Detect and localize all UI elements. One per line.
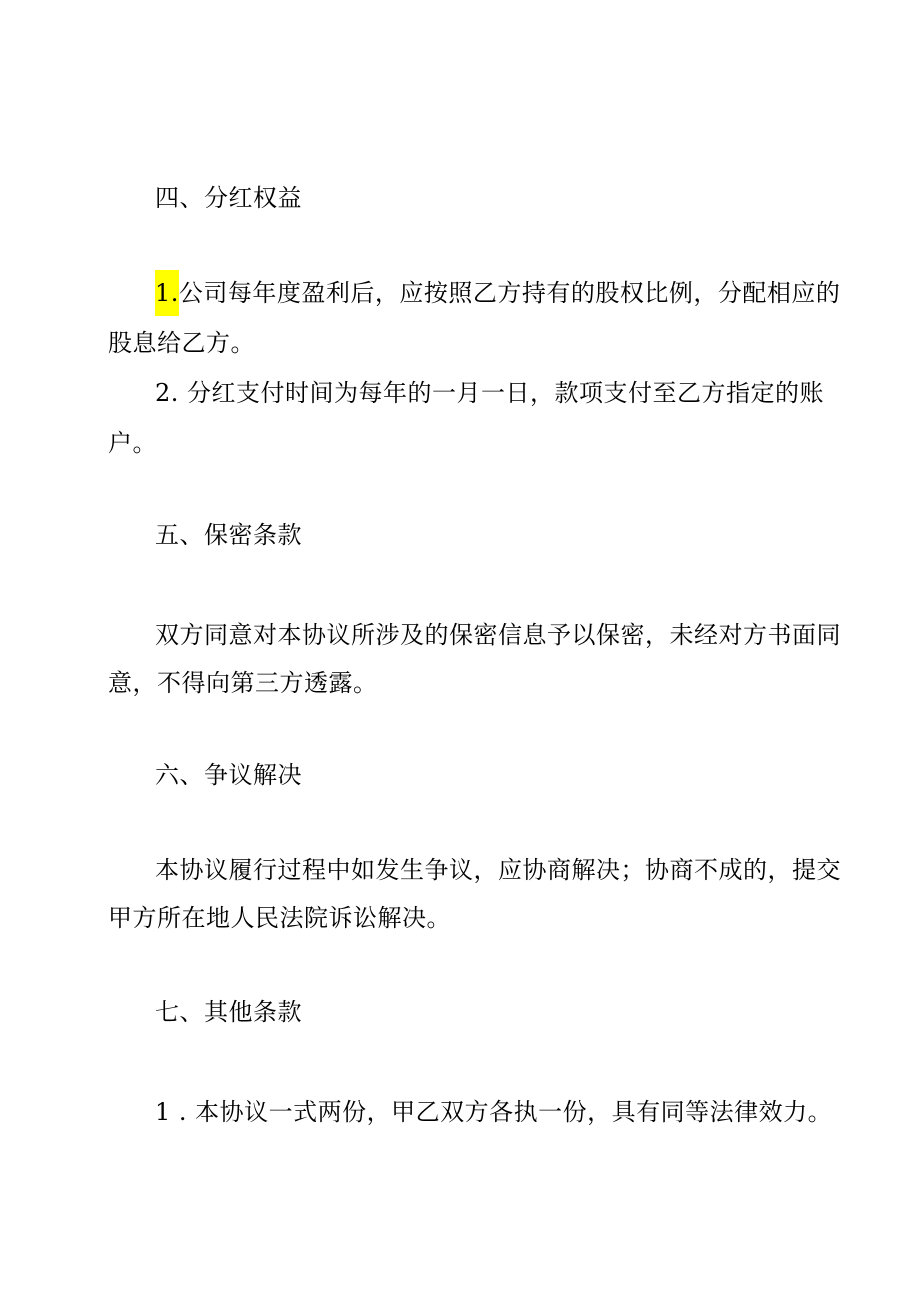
section-heading-dividend-rights: 四、分红权益 — [155, 184, 302, 212]
section-heading-dispute-resolution: 六、争议解决 — [155, 761, 302, 789]
clause-4-1-line-2: 股息给乙方。 — [108, 329, 255, 357]
clause-4-2-line-1 — [155, 378, 824, 408]
clause-4-2-text: 分红支付时间为每年的一月一日，款项支付至乙方指定的账 — [187, 379, 825, 407]
section-heading-other-terms: 七、其他条款 — [155, 998, 302, 1026]
dispute-paragraph-line-1: 本协议履行过程中如发生争议，应协商解决；协商不成的，提交 — [155, 856, 841, 884]
section-heading-confidentiality: 五、保密条款 — [155, 521, 302, 549]
clause-4-2-line-2: 户。 — [108, 429, 157, 457]
confidentiality-paragraph-line-1: 双方同意对本协议所涉及的保密信息予以保密，未经对方书面同 — [155, 621, 841, 649]
clause-4-1-text: 公司每年度盈利后，应按照乙方持有的股权比例，分配相应的 — [178, 279, 841, 307]
clause-7-1: 1 . 本协议一式两份，甲乙双方各执一份，具有同等法律效力。 — [155, 1098, 833, 1126]
clause-4-2-number: 2. — [155, 379, 188, 407]
highlighted-clause-number: 1. — [155, 270, 179, 316]
clause-4-1-line-1 — [155, 278, 840, 316]
confidentiality-paragraph-line-2: 意，不得向第三方透露。 — [108, 669, 378, 697]
dispute-paragraph-line-2: 甲方所在地人民法院诉讼解决。 — [108, 904, 451, 932]
